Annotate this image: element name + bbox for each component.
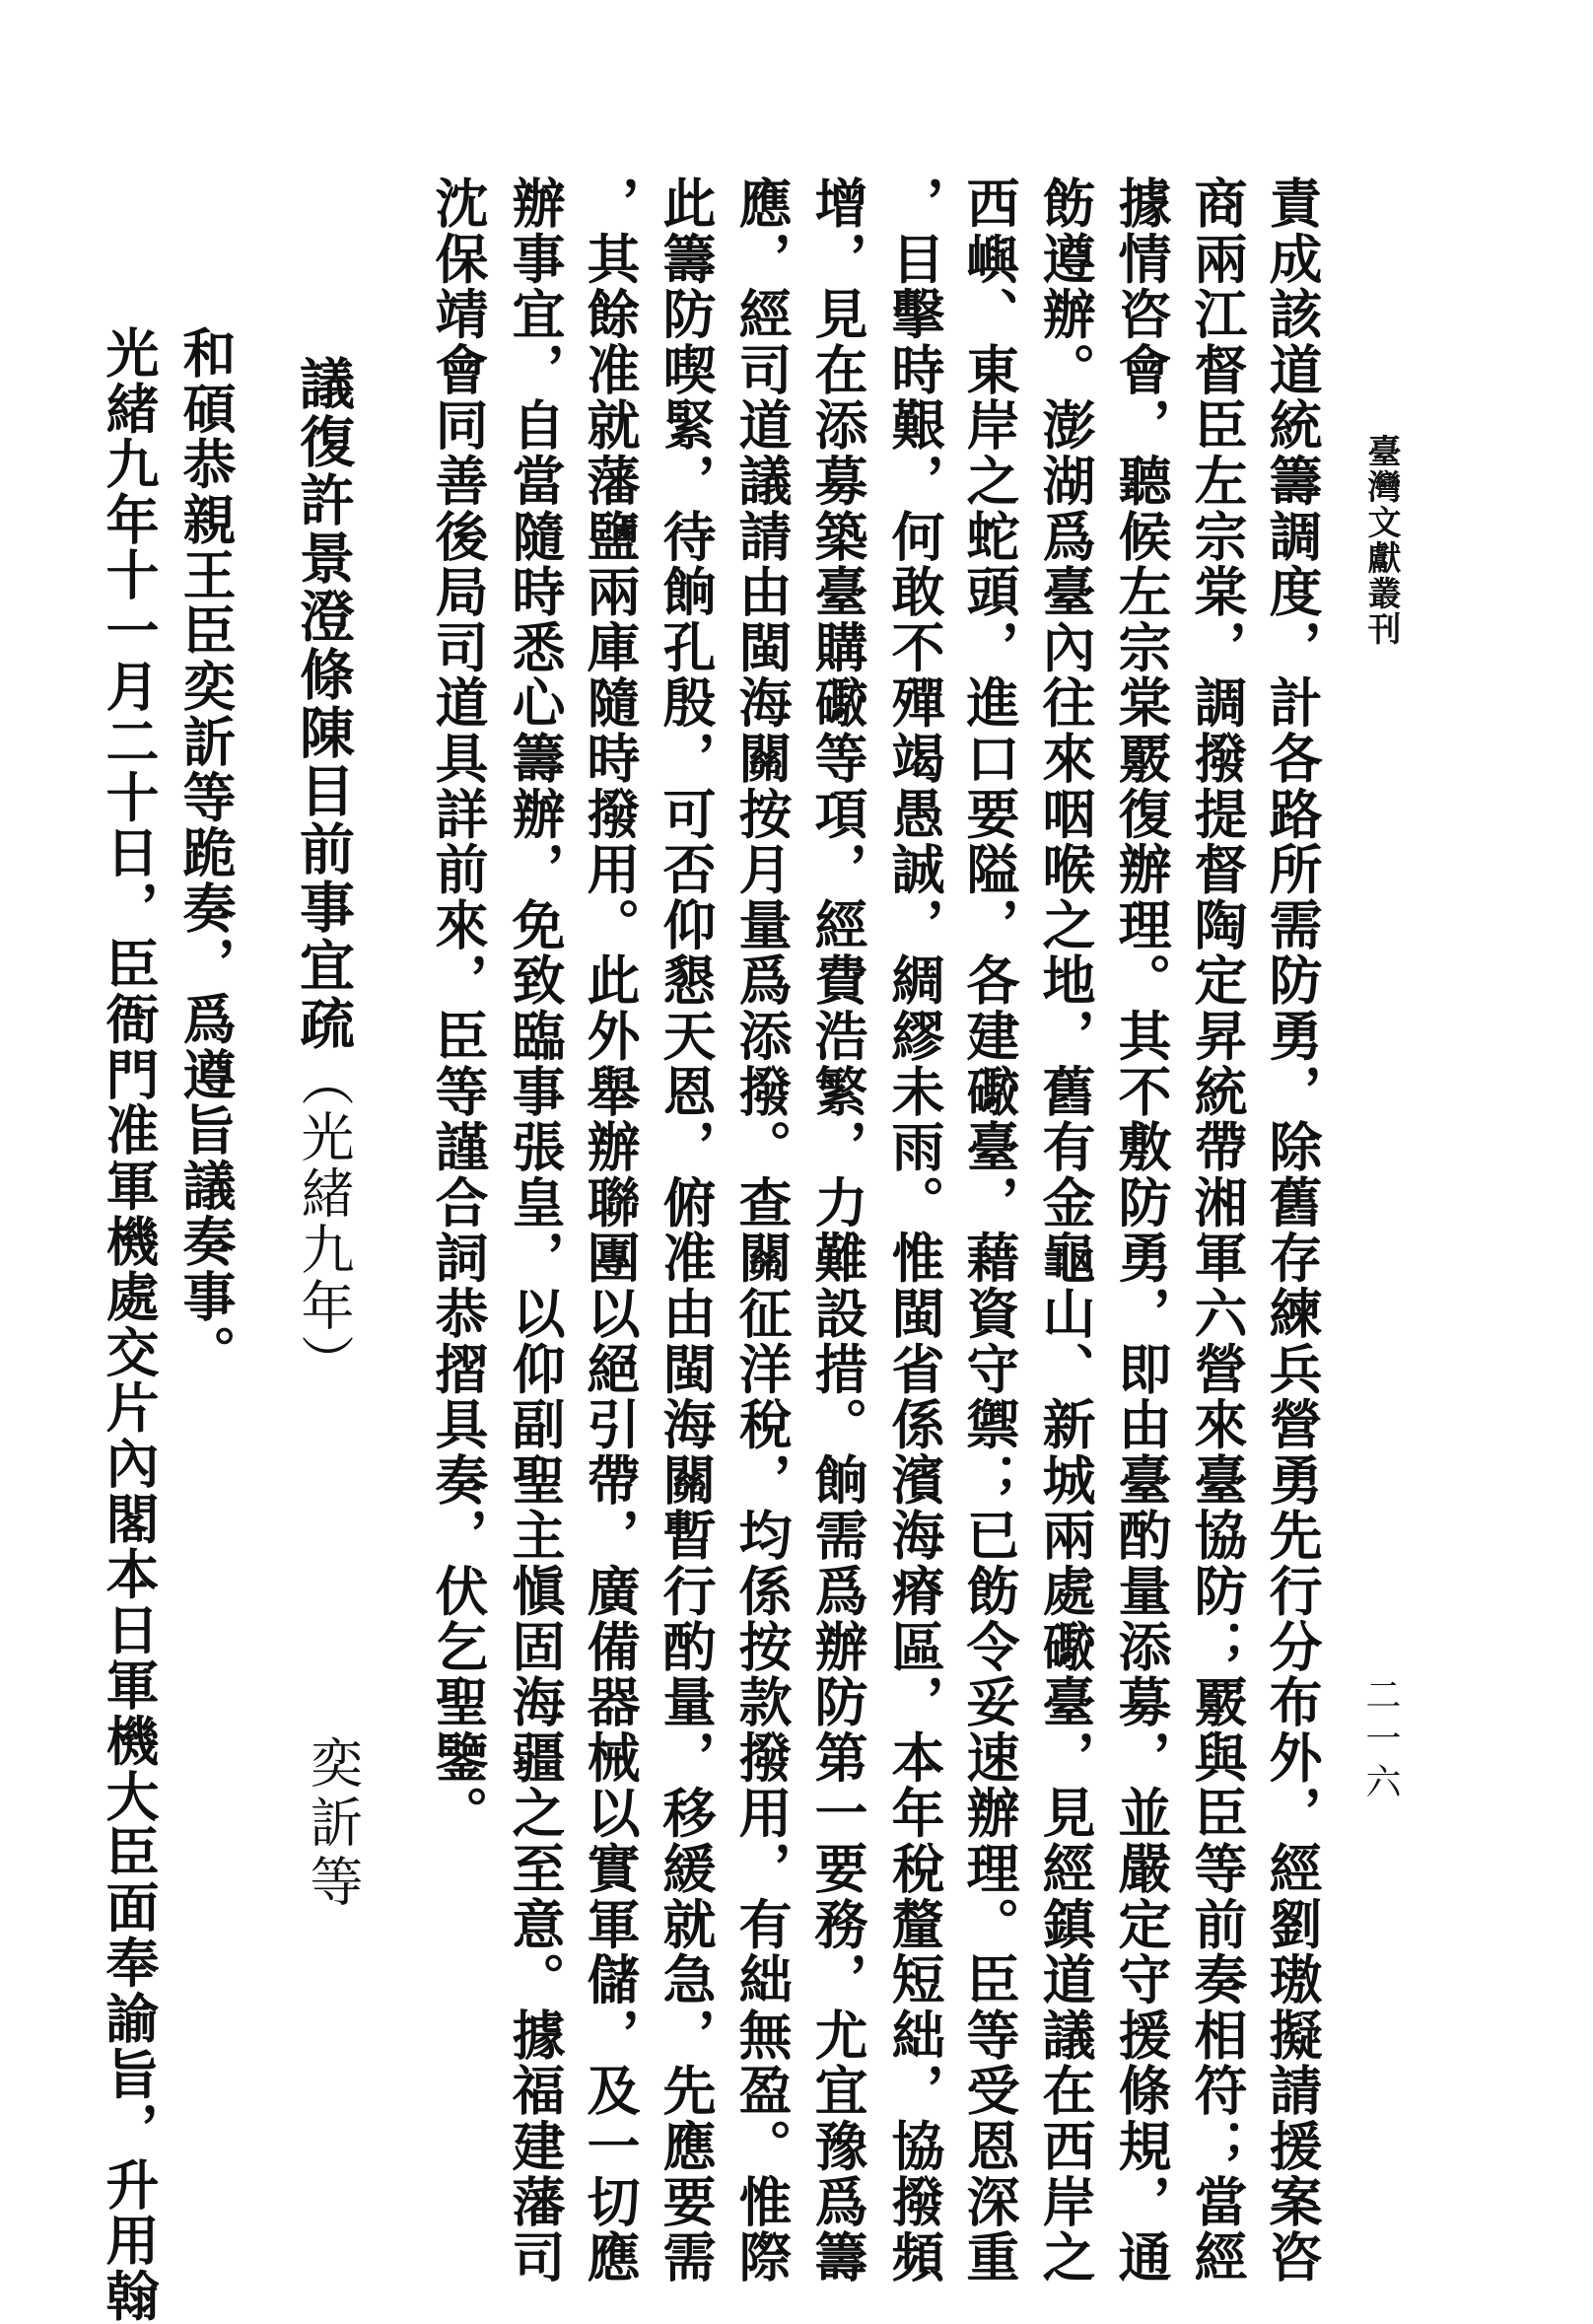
- body-column: ，其餘准就藩鹽兩庫隨時撥用。此外舉辦聯團以絕引帶，廣備器械以實軍儲，及一切應: [579, 176, 642, 2286]
- page-number: 二一六: [1360, 1676, 1401, 1806]
- body-column: 沈保靖會同善後局司道具詳前來，臣等謹合詞恭摺具奏，伏乞聖鑒。: [427, 176, 490, 1841]
- body-column: 應，經司道議請由閩海關按月量爲添撥。查關征洋稅，均係按款撥用，有絀無盈。惟際: [730, 176, 794, 2286]
- section-date-note: （光緒九年）: [293, 1053, 355, 1390]
- body-column: 此籌防喫緊，待餉孔殷，可否仰懇天恩，俯准由閩海關暫行酌量，移緩就急，先應要需: [655, 176, 718, 2286]
- body-column: ，目擊時艱，何敢不殫竭愚誠，綢繆未雨。惟閩省係濱海瘠區，本年稅釐短絀，協撥頻: [883, 176, 946, 2286]
- section-title: [291, 355, 356, 1390]
- body-column: 飭遵辦。澎湖爲臺內往來咽喉之地，舊有金龜山、新城兩處礮臺，見經鎮道議在西岸之: [1034, 176, 1097, 2286]
- body-column: 據情咨會，聽候左宗棠覈復辦理。其不敷防勇，即由臺酌量添募，並嚴定守援條規，通: [1110, 176, 1173, 2286]
- section-title-text: 議復許景澄條陳目前事宜疏: [291, 355, 356, 1053]
- body-column: 責成該道統籌調度，計各路所需防勇，除舊存練兵營勇先行分布外，經劉璈擬請援案咨: [1261, 176, 1324, 2286]
- body-column: 西嶼、東岸之蛇頭，進口要隘，各建礮臺，藉資守禦；已飭令妥速辦理。臣等受恩深重: [958, 176, 1021, 2286]
- book-title: 臺灣文獻叢刊: [1361, 434, 1401, 647]
- closing-column: 光緒九年十一月二十日，臣衙門准軍機處交片內閣本日軍機大臣面奉諭旨，升用翰: [98, 325, 161, 2324]
- section-author: 奕訢等: [302, 1735, 364, 1913]
- body-column: 商兩江督臣左宗棠，調撥提督陶定昇統帶湘軍六營來臺協防；覈與臣等前奏相符；當經: [1186, 176, 1249, 2286]
- closing-column: 和碩恭親王臣奕訢等跪奏，爲遵旨議奏事。: [174, 325, 238, 1380]
- body-column: 辦事宜，自當隨時悉心籌辦，免致臨事張皇，以仰副聖主愼固海疆之至意。據福建藩司: [504, 176, 567, 2286]
- body-column: 增，見在添募築臺購礮等項，經費浩繁，力難設措。餉需爲辦防第一要務，尤宜豫爲籌: [806, 176, 869, 2286]
